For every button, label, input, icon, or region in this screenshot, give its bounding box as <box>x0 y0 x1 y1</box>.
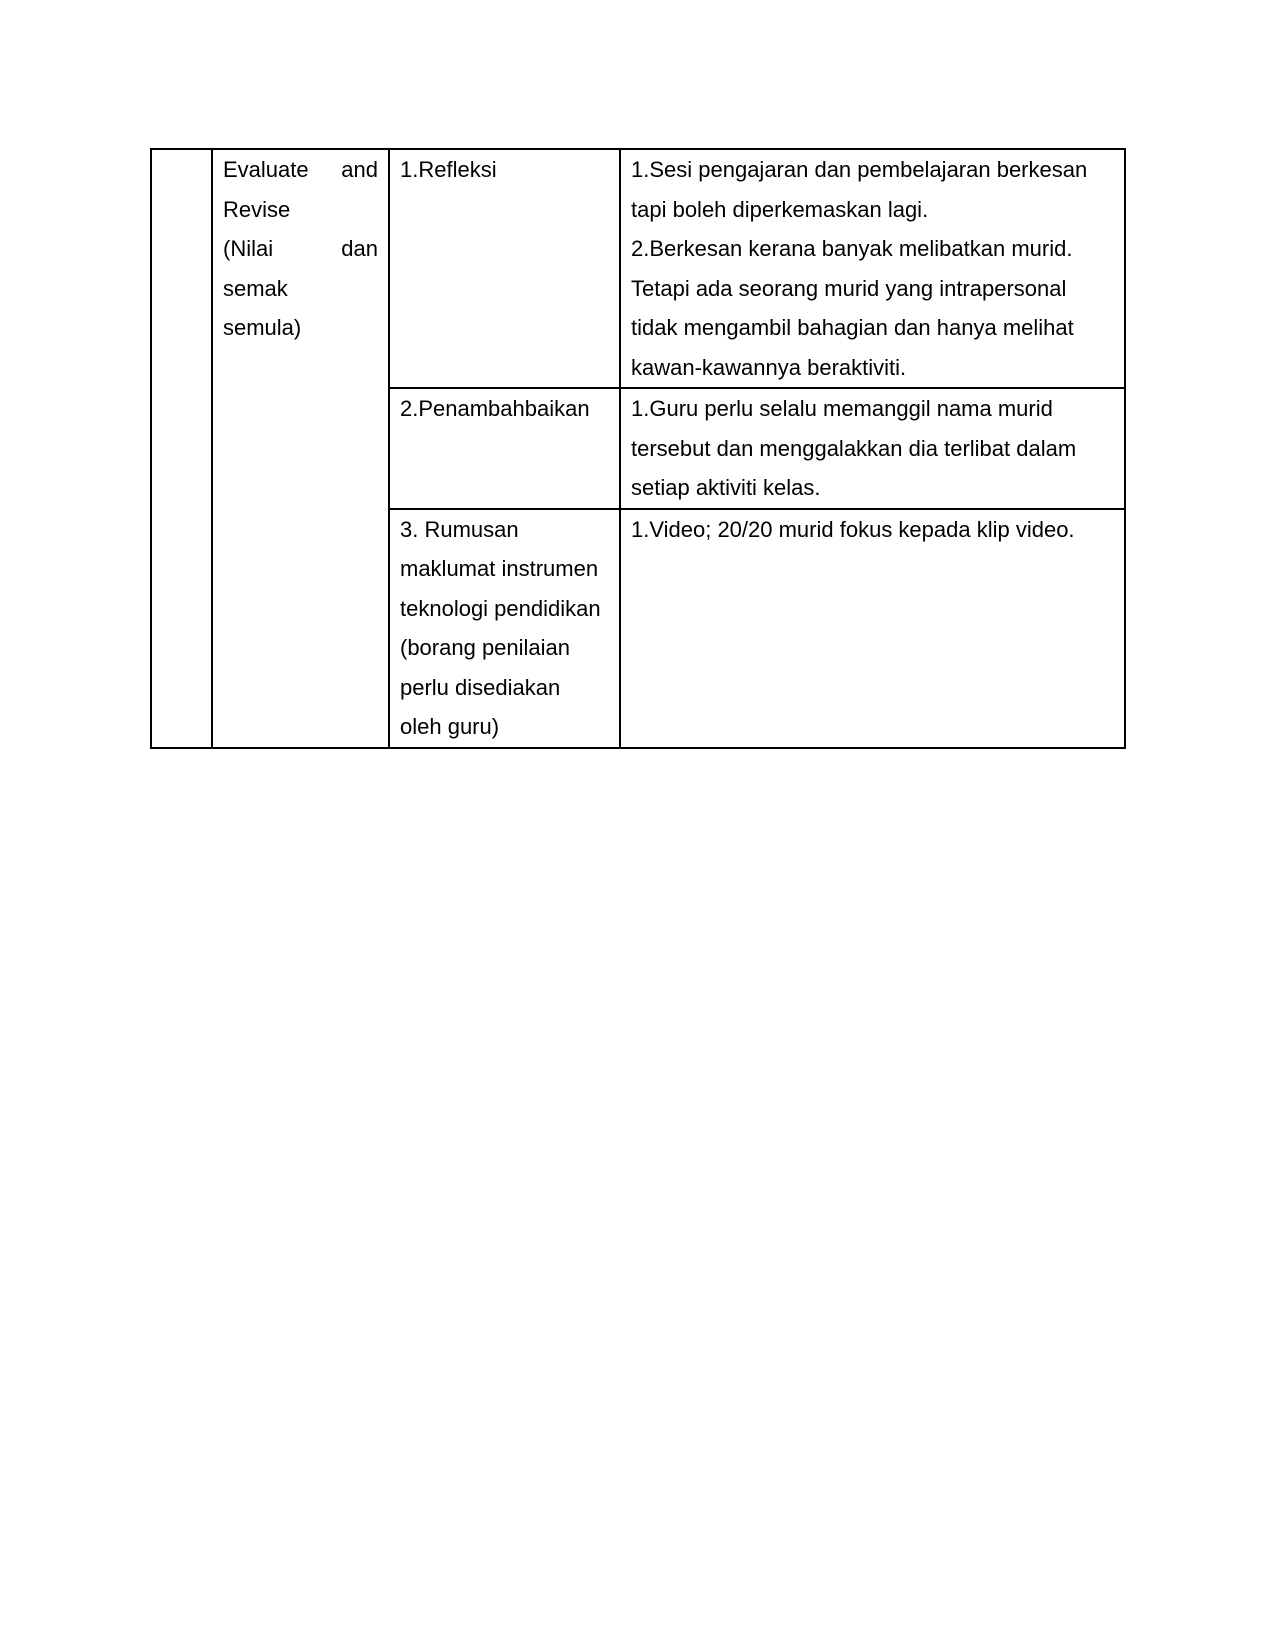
step-text: 3. Rumusan <box>400 516 519 542</box>
step-text: oleh guru) <box>400 714 500 739</box>
note-cell <box>620 509 1125 748</box>
step-text: 1.Refleksi <box>400 157 497 182</box>
evaluation-table <box>150 148 1126 749</box>
empty-cell <box>151 149 212 748</box>
note-text: 1.Guru perlu selalu memanggil nama murid tersebut dan menggalakkan dia terlibat dalam setiap aktiviti kelas. <box>631 396 1077 500</box>
step-cell <box>389 509 620 748</box>
phase-cell <box>212 149 389 748</box>
phase-line <box>223 229 378 269</box>
step-cell <box>389 149 620 388</box>
phase-text: (Nilai <box>223 236 274 261</box>
phase-text: semak <box>223 275 288 301</box>
phase-text: dan <box>341 236 378 261</box>
note-cell <box>620 388 1125 509</box>
phase-text: and <box>341 157 378 182</box>
step-text: maklumat instrumen <box>400 556 599 581</box>
step-text: teknologi pendidikan <box>400 595 601 621</box>
step-text: (borang penilaian <box>400 635 571 660</box>
step-text: perlu disediakan <box>400 674 561 700</box>
table-row <box>151 149 1125 388</box>
phase-text: Evaluate <box>223 157 309 182</box>
step-cell <box>389 388 620 509</box>
note-text: 2.Berkesan kerana banyak melibatkan murid. Tetapi ada seorang murid yang intrapersonal tidak mengambil bahagian dan hanya melihat kawan-kawannya beraktiviti. <box>631 236 1074 380</box>
phase-line <box>223 150 378 190</box>
note-cell <box>620 149 1125 388</box>
note-text: 1.Video; 20/20 murid fokus kepada klip video. <box>631 516 1075 542</box>
note-text: 1.Sesi pengajaran dan pembelajaran berkesan tapi boleh diperkemaskan lagi. <box>631 157 1088 222</box>
phase-text: Revise <box>223 196 291 222</box>
step-text: 2.Penambahbaikan <box>400 396 590 421</box>
phase-text: semula) <box>223 315 302 340</box>
